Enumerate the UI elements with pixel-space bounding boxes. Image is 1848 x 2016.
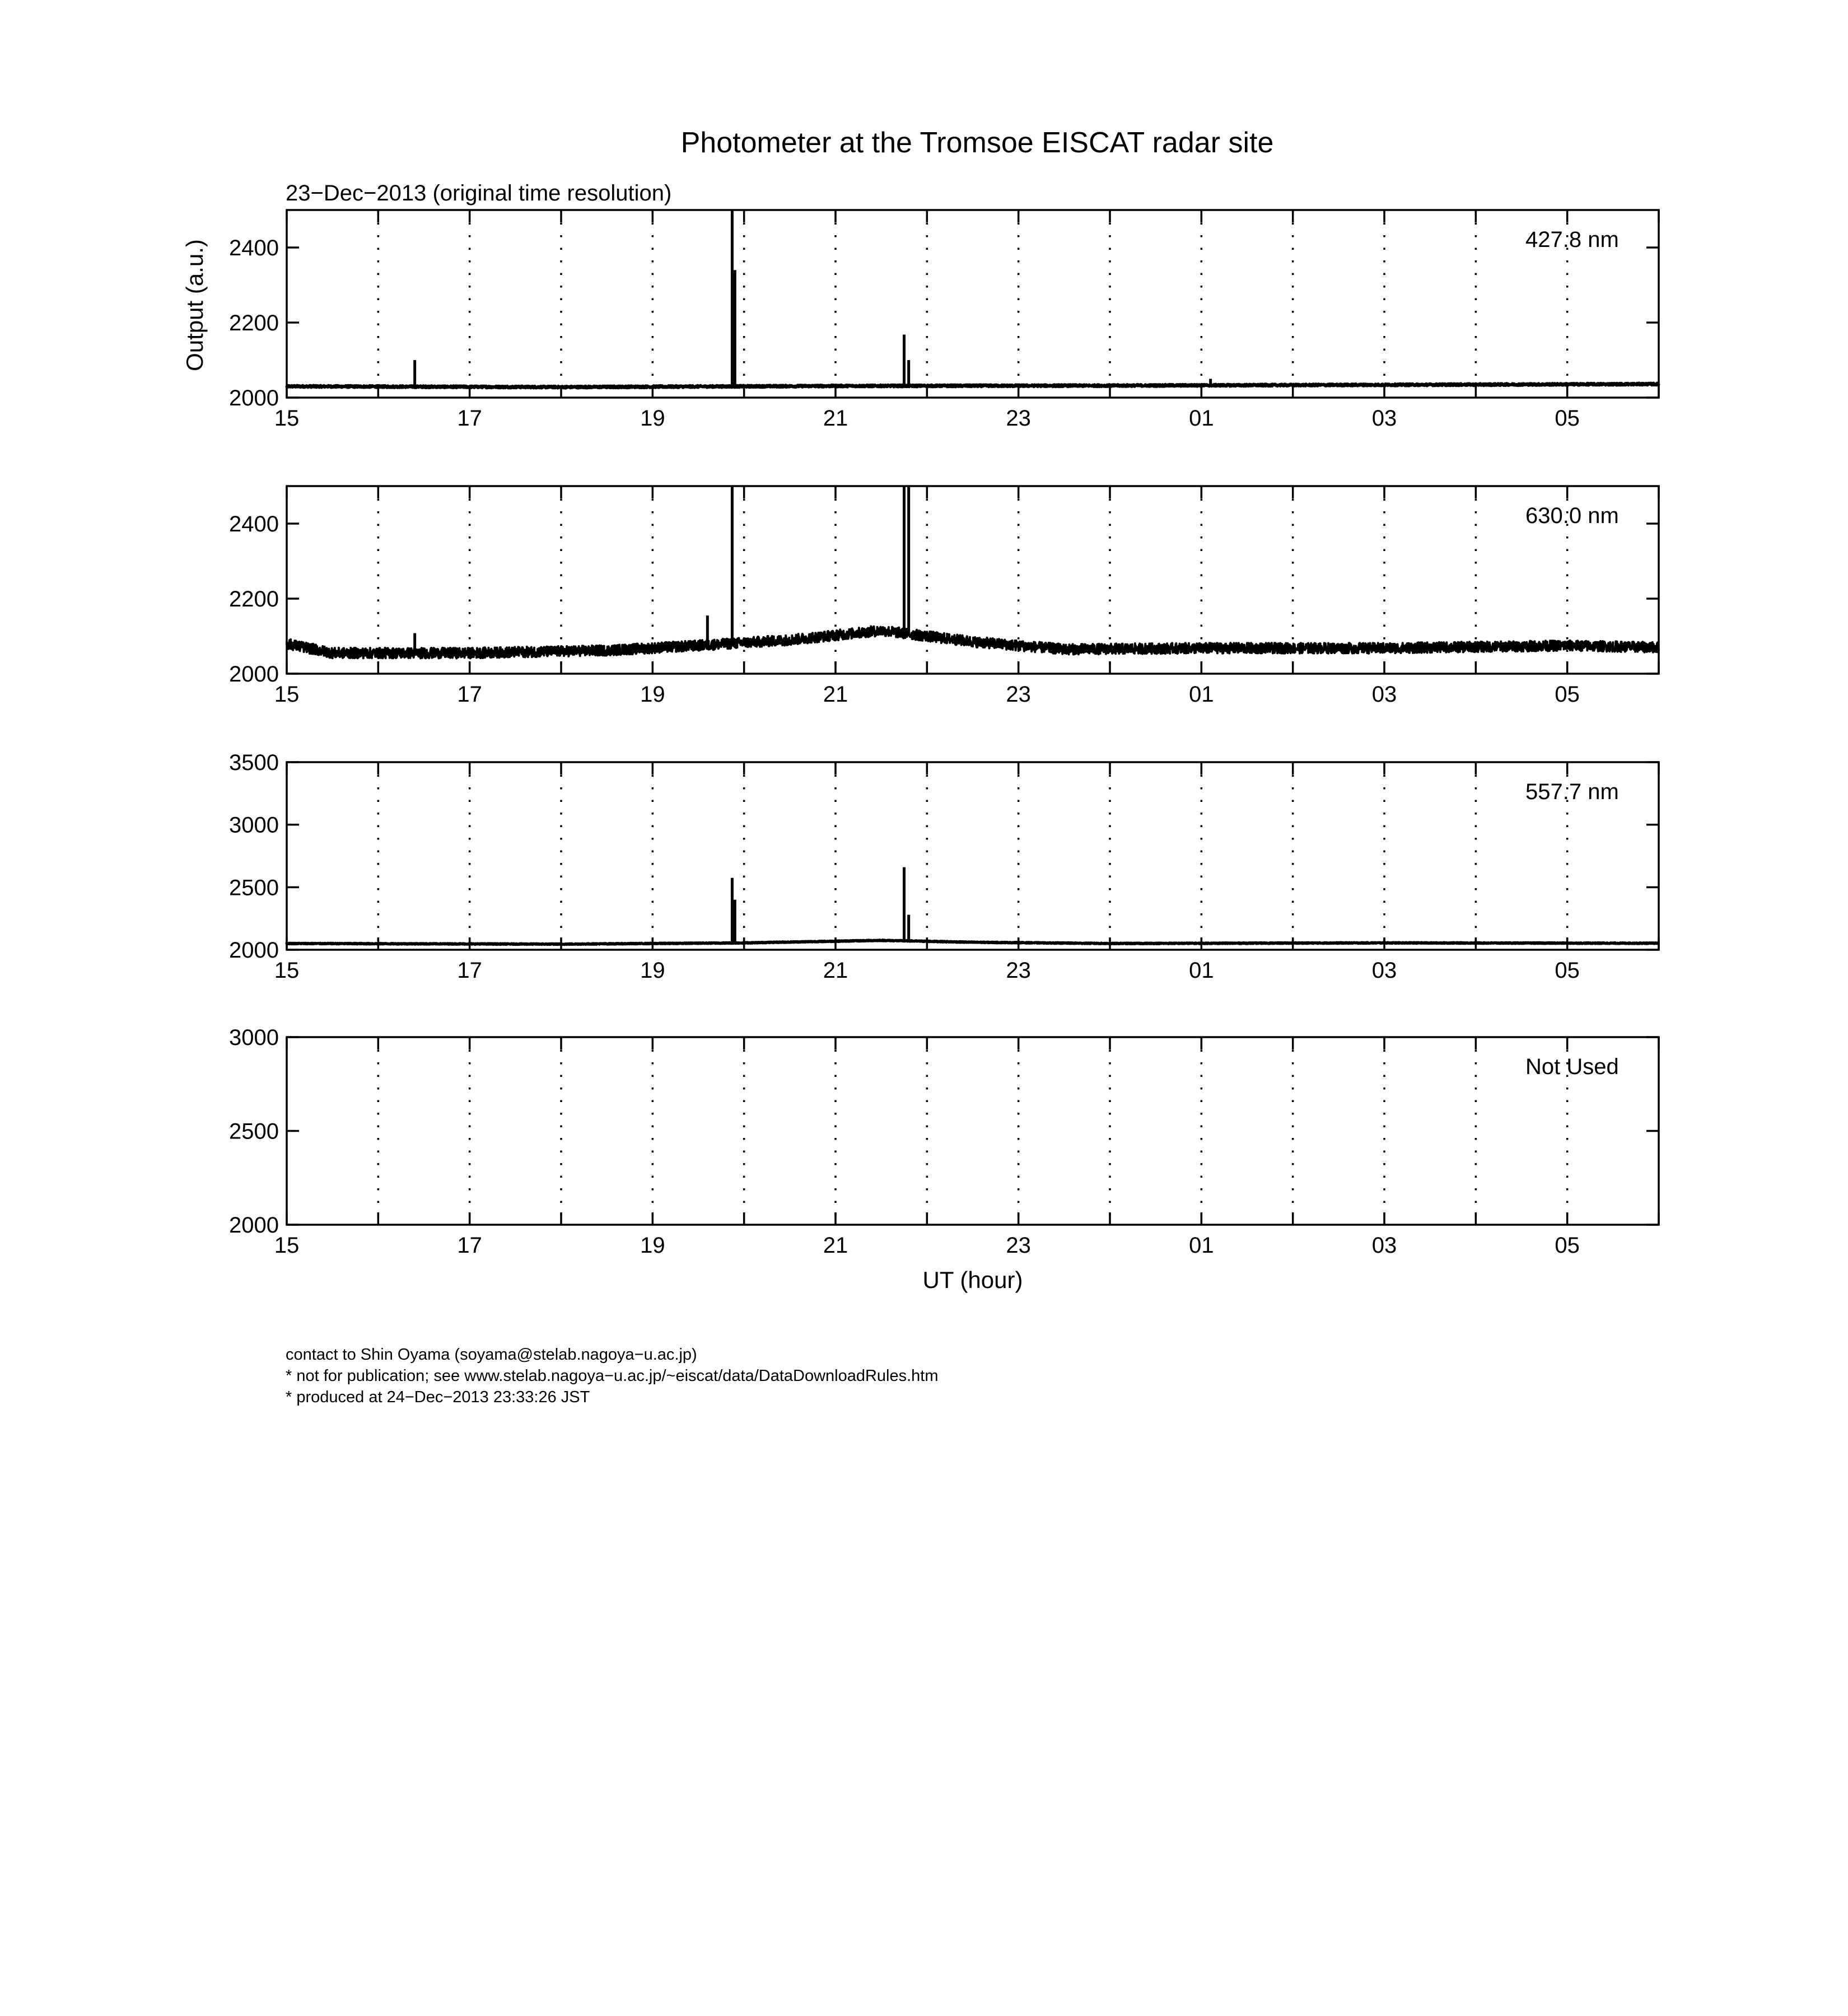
x-tick-label: 17 bbox=[457, 1233, 482, 1258]
x-tick-label: 03 bbox=[1371, 958, 1397, 983]
x-tick-label: 19 bbox=[640, 1233, 665, 1258]
x-tick-label: 23 bbox=[1006, 1233, 1031, 1258]
x-tick-label: 03 bbox=[1371, 682, 1397, 707]
y-tick-label: 2500 bbox=[229, 875, 279, 900]
panels bbox=[229, 210, 1659, 1258]
footer-notes bbox=[286, 1344, 939, 1408]
x-tick-label: 15 bbox=[274, 958, 300, 983]
plot-frame bbox=[287, 210, 1659, 398]
panel-label: 630.0 nm bbox=[1525, 503, 1619, 528]
y-tick-label: 2000 bbox=[229, 386, 279, 410]
panel-label: 427.8 nm bbox=[1525, 227, 1619, 252]
footer-contact: contact to Shin Oyama (soyama@stelab.nagoya−u.ac.jp) bbox=[286, 1346, 697, 1364]
y-axis-label: Output (a.u.) bbox=[181, 239, 208, 371]
panel-2 bbox=[229, 486, 1659, 707]
x-tick-label: 21 bbox=[823, 406, 848, 431]
x-tick-label: 01 bbox=[1189, 682, 1214, 707]
panel-label: Not Used bbox=[1525, 1054, 1619, 1079]
series-trace bbox=[287, 627, 1659, 659]
figure-title: Photometer at the Tromsoe EISCAT radar site bbox=[680, 127, 1274, 159]
y-tick-label: 2400 bbox=[229, 512, 279, 536]
footer-produced: * produced at 24−Dec−2013 23:33:26 JST bbox=[286, 1388, 590, 1406]
x-tick-label: 03 bbox=[1371, 1233, 1397, 1258]
plot-frame bbox=[287, 762, 1659, 950]
panel-1 bbox=[229, 210, 1659, 431]
series-trace bbox=[287, 383, 1659, 388]
x-tick-label: 15 bbox=[274, 1233, 300, 1258]
y-tick-label: 2400 bbox=[229, 236, 279, 260]
panel-4 bbox=[229, 1025, 1659, 1258]
x-tick-label: 19 bbox=[640, 682, 665, 707]
figure-subtitle: 23−Dec−2013 (original time resolution) bbox=[286, 181, 672, 206]
y-tick-label: 3500 bbox=[229, 750, 279, 775]
x-tick-label: 01 bbox=[1189, 958, 1214, 983]
y-tick-label: 2000 bbox=[229, 662, 279, 687]
x-tick-label: 19 bbox=[640, 406, 665, 431]
footer-rules: * not for publication; see www.stelab.nagoya−u.ac.jp/~eiscat/data/DataDownloadRules.htm bbox=[286, 1367, 939, 1385]
y-tick-label: 2000 bbox=[229, 938, 279, 963]
x-tick-label: 23 bbox=[1006, 406, 1031, 431]
x-tick-label: 17 bbox=[457, 406, 482, 431]
x-axis-label: UT (hour) bbox=[922, 1267, 1023, 1293]
y-tick-label: 2200 bbox=[229, 311, 279, 335]
series-trace bbox=[287, 940, 1659, 945]
y-tick-label: 3000 bbox=[229, 813, 279, 838]
x-tick-label: 21 bbox=[823, 958, 848, 983]
y-tick-label: 2200 bbox=[229, 587, 279, 612]
x-tick-label: 19 bbox=[640, 958, 665, 983]
y-tick-label: 2500 bbox=[229, 1119, 279, 1144]
x-tick-label: 15 bbox=[274, 406, 300, 431]
x-tick-label: 17 bbox=[457, 682, 482, 707]
x-tick-label: 05 bbox=[1555, 1233, 1580, 1258]
x-tick-label: 05 bbox=[1555, 406, 1580, 431]
x-tick-label: 23 bbox=[1006, 682, 1031, 707]
plot-frame bbox=[287, 1037, 1659, 1225]
panel-label: 557.7 nm bbox=[1525, 780, 1619, 804]
y-tick-label: 2000 bbox=[229, 1213, 279, 1238]
x-tick-label: 01 bbox=[1189, 1233, 1214, 1258]
y-tick-label: 3000 bbox=[229, 1025, 279, 1050]
x-tick-label: 23 bbox=[1006, 958, 1031, 983]
x-tick-label: 21 bbox=[823, 682, 848, 707]
x-tick-label: 05 bbox=[1555, 958, 1580, 983]
x-tick-label: 21 bbox=[823, 1233, 848, 1258]
x-tick-label: 05 bbox=[1555, 682, 1580, 707]
x-tick-label: 03 bbox=[1371, 406, 1397, 431]
x-tick-label: 01 bbox=[1189, 406, 1214, 431]
x-tick-label: 17 bbox=[457, 958, 482, 983]
panel-3 bbox=[229, 750, 1659, 983]
x-tick-label: 15 bbox=[274, 682, 300, 707]
